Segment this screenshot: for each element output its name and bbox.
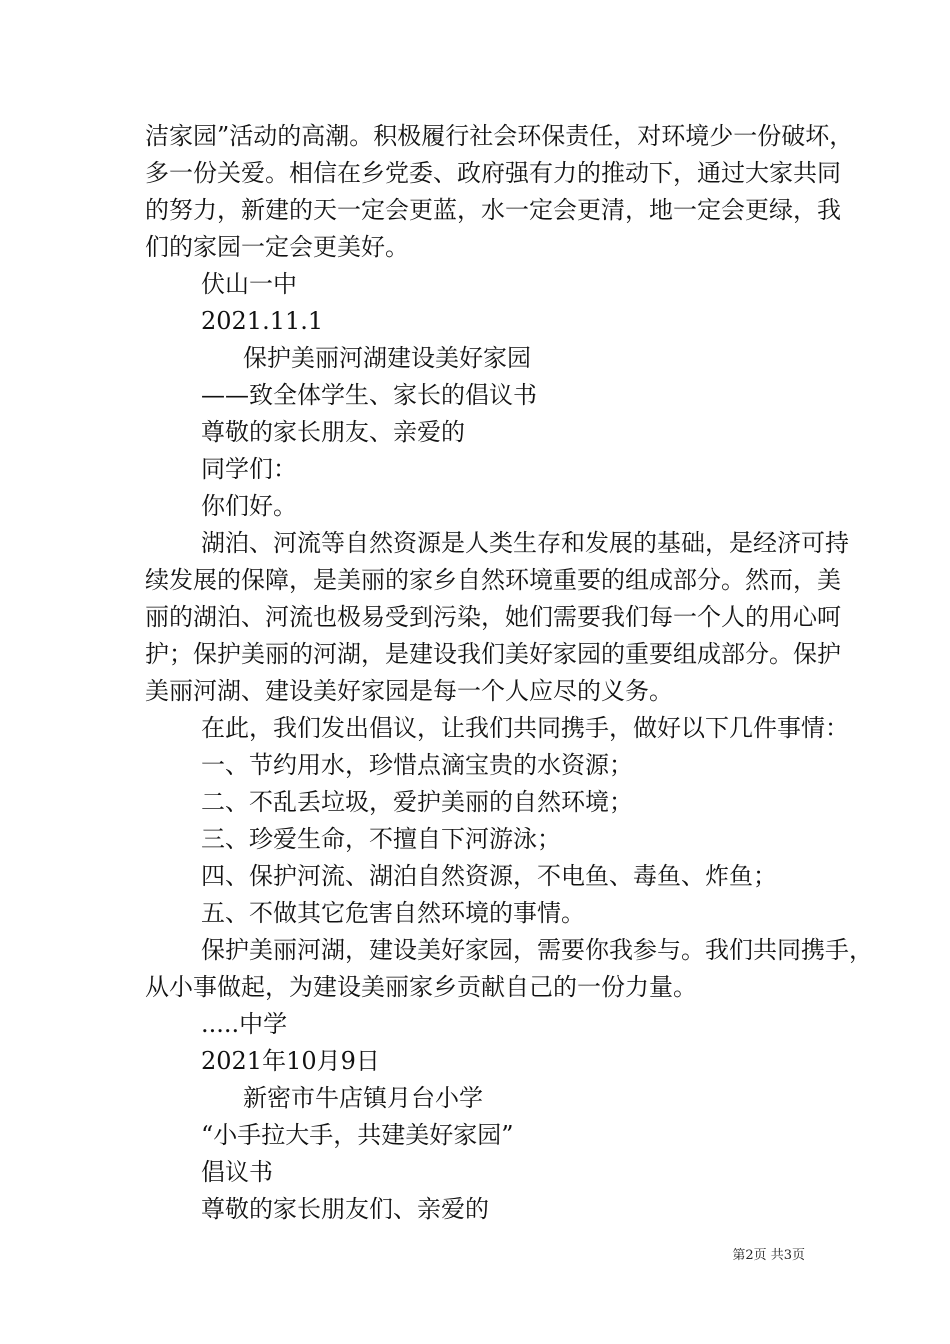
text-line: 从小事做起，为建设美丽家乡贡献自己的一份力量。 (145, 973, 697, 1001)
section-subtitle: ——致全体学生、家长的倡议书 (201, 381, 537, 409)
list-item: 三、珍爱生命，不擅自下河游泳； (201, 825, 561, 853)
text-line: 洁家园”活动的高潮。积极履行社会环保责任，对环境少一份破坏， (145, 122, 854, 150)
text-line: 护；保护美丽的河湖，是建设我们美好家园的重要组成部分。保护 (145, 640, 841, 668)
list-item: 一、节约用水，珍惜点滴宝贵的水资源； (201, 751, 633, 779)
signature-date: 2021.11.1 (201, 307, 324, 335)
salutation-line: 同学们： (201, 455, 297, 483)
salutation-line: 尊敬的家长朋友们、亲爱的 (201, 1195, 489, 1223)
text-line: 在此，我们发出倡议，让我们共同携手，做好以下几件事情： (201, 714, 849, 742)
list-item: 四、保护河流、湖泊自然资源，不电鱼、毒鱼、炸鱼； (201, 862, 777, 890)
text-line: 的努力，新建的天一定会更蓝，水一定会更清，地一定会更绿，我 (145, 196, 841, 224)
text-line: 保护美丽河湖，建设美好家园，需要你我参与。我们共同携手， (201, 936, 873, 964)
section-title: 保护美丽河湖建设美好家园 (243, 344, 531, 372)
text-line: 丽的湖泊、河流也极易受到污染，她们需要我们每一个人的用心呵 (145, 603, 841, 631)
section-title: “小手拉大手，共建美好家园” (201, 1121, 514, 1149)
document-body (145, 118, 873, 1228)
section-heading: 新密市牛店镇月台小学 (243, 1084, 483, 1112)
text-line: 多一份关爱。相信在乡党委、政府强有力的推动下，通过大家共同 (145, 159, 841, 187)
signature-date: 2021年10月9日 (201, 1047, 380, 1075)
page-number: 第2页 共3页 (732, 1248, 805, 1263)
signature-school: 伏山一中 (201, 270, 297, 298)
signature-school: .....中学 (201, 1010, 288, 1038)
text-line: 们的家园一定会更美好。 (145, 233, 409, 261)
greeting-line: 你们好。 (201, 492, 297, 520)
text-line: 续发展的保障，是美丽的家乡自然环境重要的组成部分。然而，美 (145, 566, 841, 594)
salutation-line: 尊敬的家长朋友、亲爱的 (201, 418, 465, 446)
text-line: 湖泊、河流等自然资源是人类生存和发展的基础，是经济可持 (201, 529, 849, 557)
text-line: 美丽河湖、建设美好家园是每一个人应尽的义务。 (145, 677, 673, 705)
list-item: 二、不乱丢垃圾，爱护美丽的自然环境； (201, 788, 633, 816)
list-item: 五、不做其它危害自然环境的事情。 (201, 899, 585, 927)
section-subtitle: 倡议书 (201, 1158, 273, 1186)
